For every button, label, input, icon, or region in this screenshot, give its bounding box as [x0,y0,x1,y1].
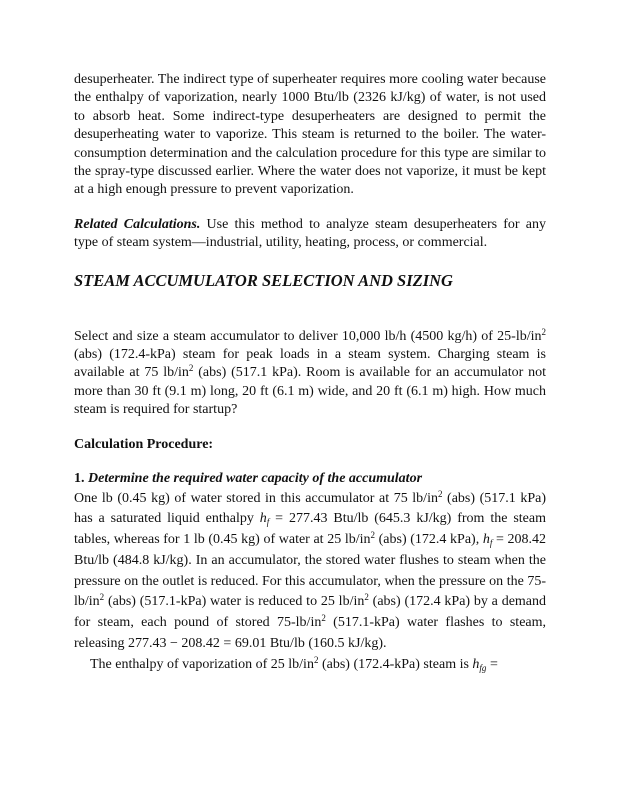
section-title: STEAM ACCUMULATOR SELECTION AND SIZING [74,270,453,290]
calculation-procedure-heading: Calculation Procedure: [74,436,214,452]
step-1-body: One lb (0.45 kg) of water stored in this accumulator at 75 $lb/in^2$ (abs) (517.1 kPa) has a saturated liquid enthalpy $h_f = 277.43$ Btu/lb (645.3 kJ/kg) from the steam tables, whereas for 1 lb (0.45 kg) of water at 25 $lb/in^2$ (abs) (172.4 kPa), $h_f = 208.42$ Btu/lb (484.8 kJ/kg). In an accumulator, the stored water flushes to steam when the pressure on the outlet is reduced. For this accumulator, when the pressure on the $75-lb/in^2$ (abs) (517.1-kPa) water is reduced to 25 $lb/in^2$ (abs) (172.4 kPa) by a demand for steam, each pound of stored $75-lb/in^2$ (517.1-kPa) water flashes to steam, releasing 277.43 − 208.42 = 69.01 Btu/lb (160.5 kJ/kg). [74,488,547,652]
document-page [74,71,546,676]
related-calculations-text: Use this method to analyze steam desuperheaters for any type of steam system—industrial, utility, heating, process, or commercial. [74,216,546,251]
intro-paragraph: desuperheater. The indirect type of superheater requires more cooling water because the enthalpy of vaporization, nearly 1000 Btu/lb (2326 kJ/kg) of water, is not used to absorb heat. Some indirect-type desuperheaters are designed to permit the desuperheating water to vaporize. This steam is returned to the boiler. The water-consumption determination and the calculation procedure for this type are similar to the spray-type discussed earlier. Where the water does not vaporize, it must be kept at a high enough pressure to prevent vaporization. [74,72,546,198]
problem-statement: Select and size a steam accumulator to deliver 10,000 lb/h (4500 kg/h) of $25-lb/in^2$ (abs) (172.4-kPa) steam for peak loads in a steam system. Charging steam is available at 75 $lb/in^2$ (abs) (517.1 kPa). Room is available for an accumulator not more than 30 ft (9.1 m) long, 20 ft (6.1 m) wide, and 20 ft (6.1 m) high. How much steam is required for startup? [74,326,547,418]
step-1-heading: 1. Determine the required water capacity of the accumulator [74,471,423,487]
related-calculations-paragraph [74,216,546,253]
related-calculations-label: Related Calculations. [74,216,201,232]
enthalpy-paragraph: The enthalpy of vaporization of 25 $lb/in^2$ (abs) (172.4-kPa) steam is $h_{fg}$ = [90,654,498,673]
